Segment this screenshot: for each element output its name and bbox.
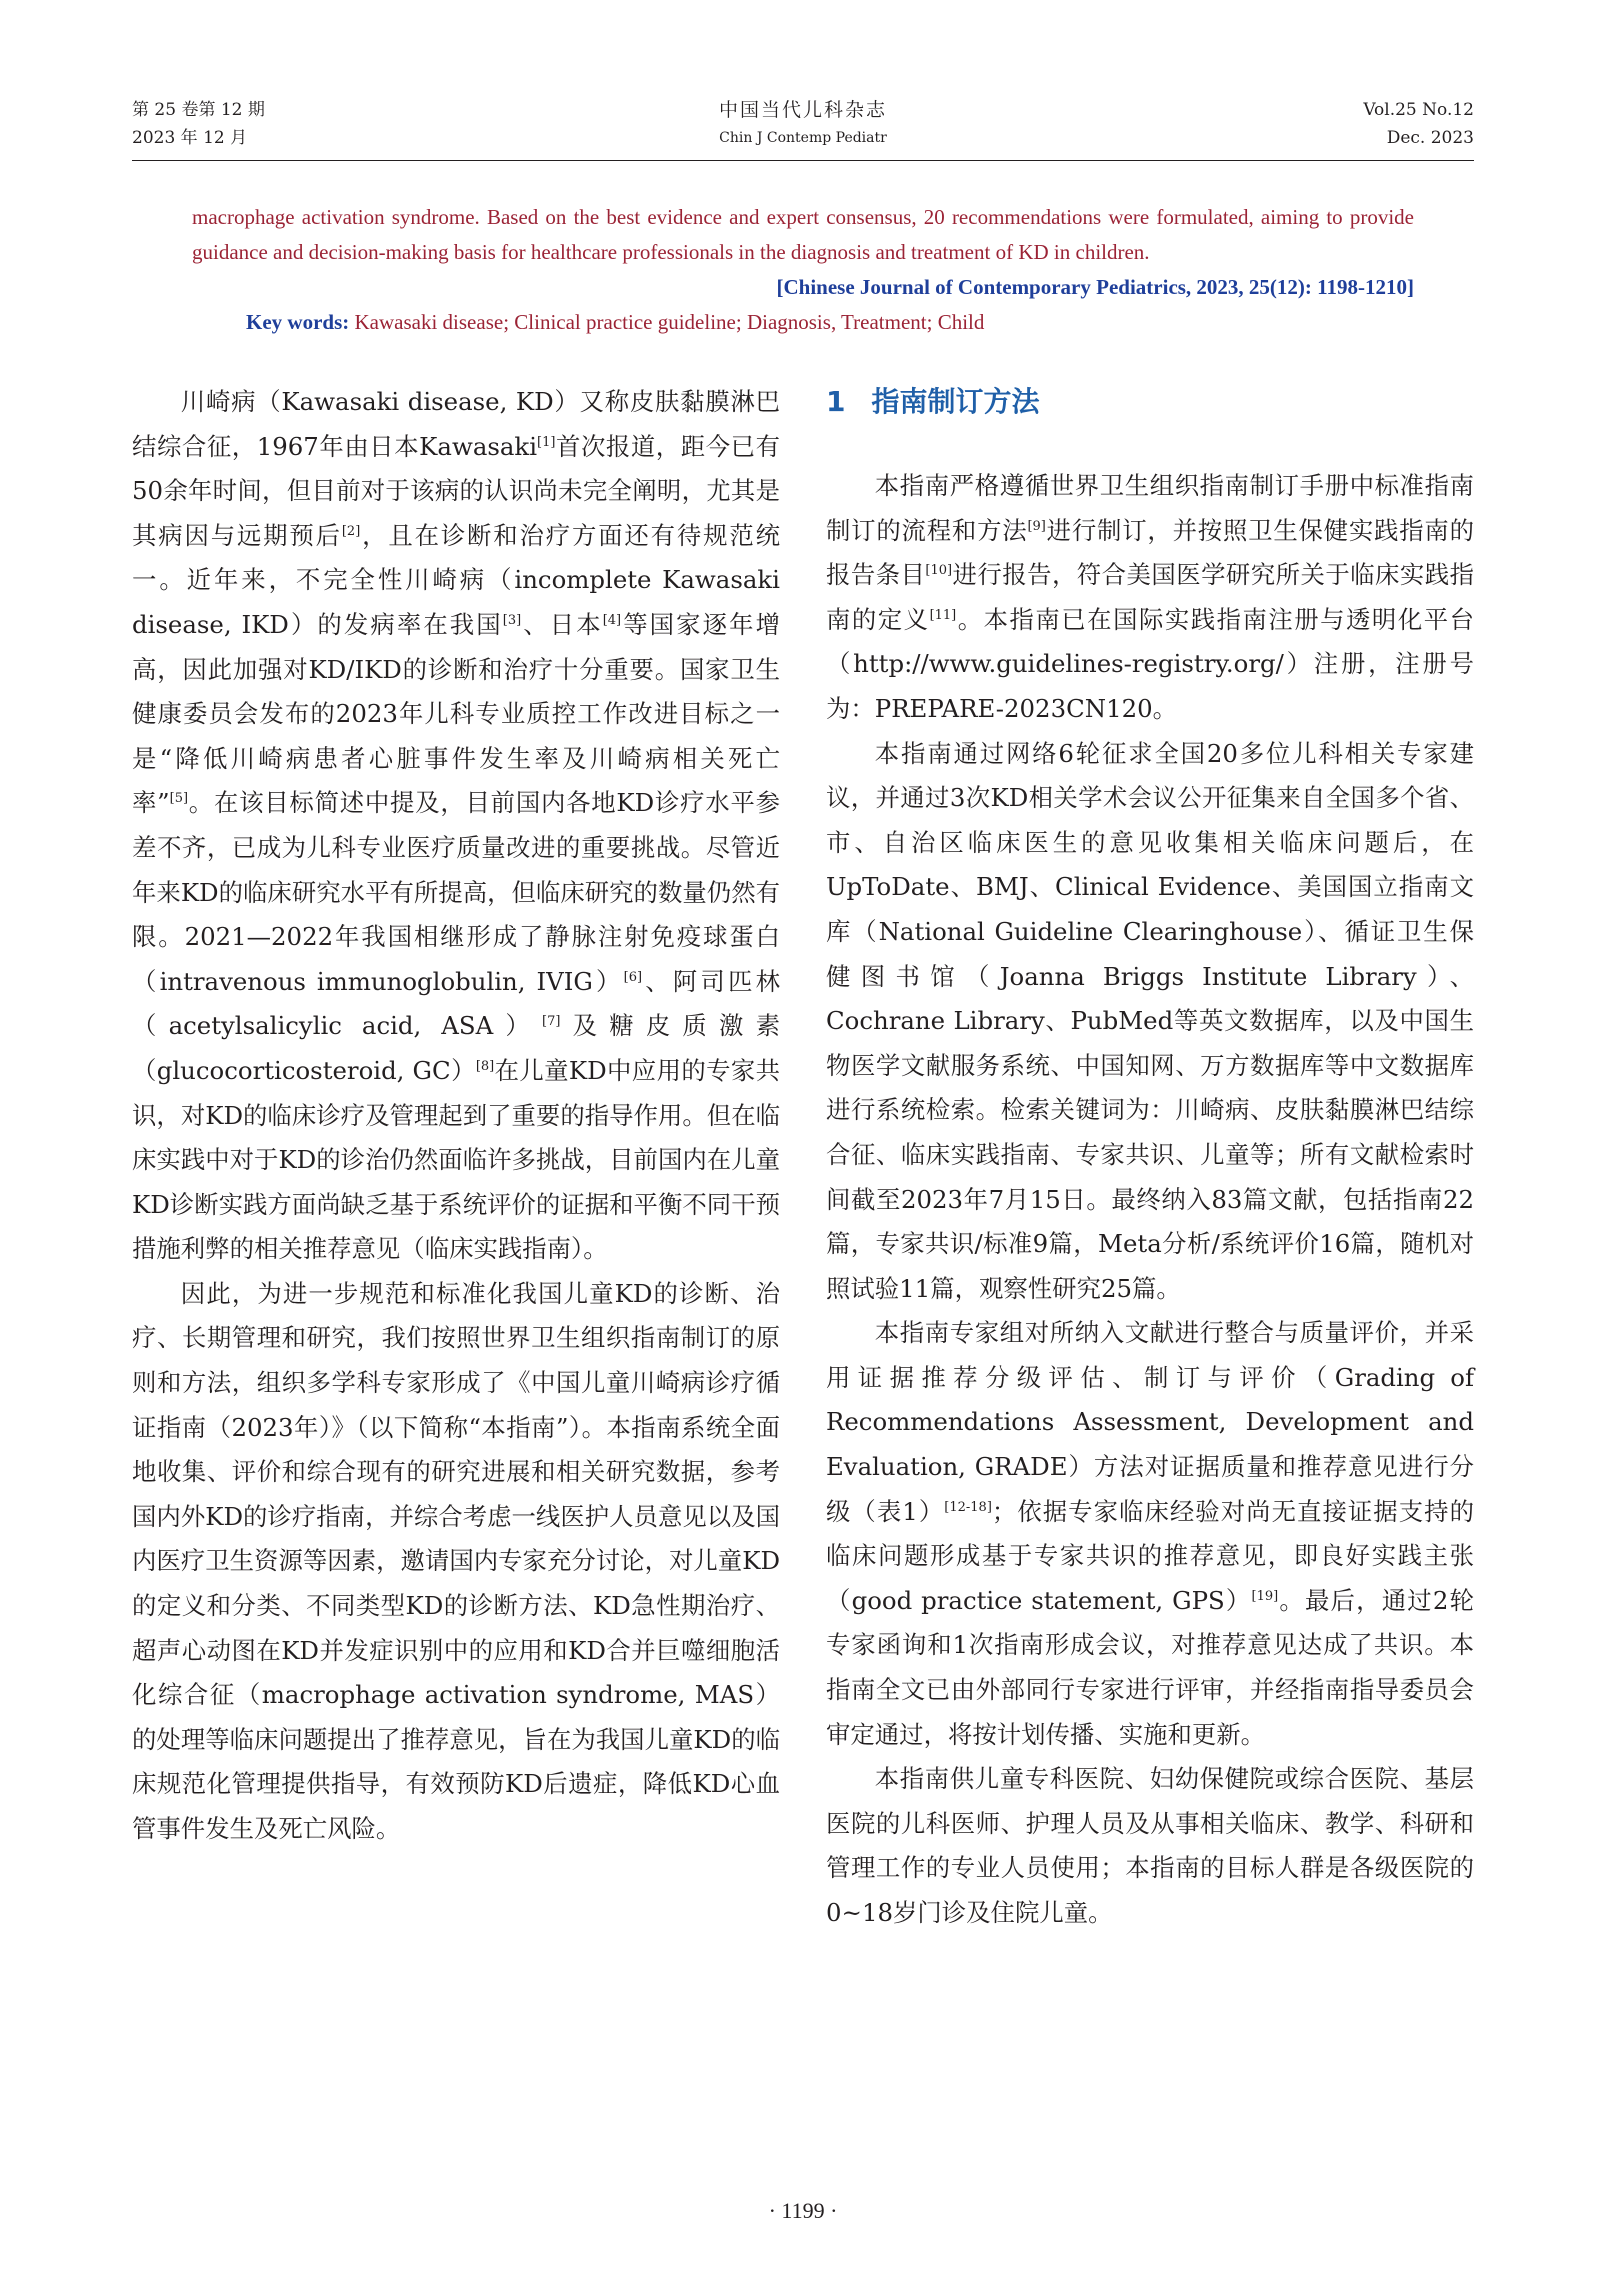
text-run: 进行报告，符合美国医学研究所关于临床实践指南的定义 [826, 560, 1474, 634]
text-run: 。最后，通过2轮专家函询和1次指南形成会议，对推荐意见达成了共识。本指南全文已由外部同行专家进行评审，并经指南指导委员会审定通过，将按计划传播、实施和更新。 [826, 1585, 1474, 1749]
citation-ref: [8] [475, 1058, 495, 1074]
date-cn: 2023 年 12 月 [132, 128, 248, 148]
text-run: 。在该目标简述中提及，目前国内各地KD诊疗水平参差不齐，已成为儿科专业医疗质量改进的重要挑战。尽管近年来KD的临床研究水平有所提高，但临床研究的数量仍然有限。2021—2022年我国相继形成了静脉注射免疫球蛋白（intravenous immunoglobulin, IVIG） [132, 788, 780, 996]
citation-ref: [6] [623, 969, 643, 985]
citation-ref: [10] [925, 563, 953, 579]
keywords-line [246, 305, 1414, 340]
intro-paragraph-2 [132, 1272, 780, 1852]
section-heading [826, 380, 1474, 424]
methods-paragraph-4 [826, 1757, 1474, 1935]
volume-issue-en: Vol.25 No.12 [1363, 100, 1474, 120]
text-run: 因此，为进一步规范和标准化我国儿童KD的诊断、治疗、长期管理和研究，我们按照世界卫生组织指南制订的原则和方法，组织多学科专家形成了《中国儿童川崎病诊疗循证指南（2023年）》（以下简称“本指南”）。本指南系统全面地收集、评价和综合现有的研究进展和相关研究数据，参考国内外KD的诊疗指南，并综合考虑一线医护人员意见以及国内医疗卫生资源等因素，邀请国内专家充分讨论，对儿童KD的定义和分类、不同类型KD的诊断方法、KD急性期治疗、超声心动图在KD并发症识别中的应用和KD合并巨噬细胞活化综合征（macrophage activation syndrome, MAS）的处理等临床问题提出了推荐意见，旨在为我国儿童KD的临床规范化管理提供指导，有效预防KD后遗症，降低KD心血管事件发生及死亡风险。 [132, 1278, 780, 1843]
running-header-right [1363, 96, 1474, 152]
citation-ref: [7] [542, 1014, 561, 1030]
text-run: ，且在诊断和治疗方面还有待规范统一。近年来，不完全性川崎病（incomplete Kawasaki disease, IKD）的发病率在我国 [132, 520, 780, 639]
text-run: 等国家逐年增高，因此加强对KD/IKD的诊断和治疗十分重要。国家卫生健康委员会发布的2023年儿科专业质控工作改进目标之一是“降低川崎病患者心脏事件发生率及川崎病相关死亡率” [132, 609, 780, 818]
citation-ref: [9] [1027, 518, 1046, 534]
methods-paragraph-1 [826, 464, 1474, 732]
text-run: 、阿司匹林（acetylsalicylic acid, ASA） [132, 966, 780, 1041]
right-column [826, 380, 1474, 1936]
citation-ref: [11] [929, 607, 957, 623]
citation-ref: [2] [341, 523, 361, 539]
abstract-text: macrophage activation syndrome. Based on the best evidence and expert consensus, 20 recommendations were formulated, aiming to provide guidance and decision-making basis for healthcare professionals in the diagnosis and treatment of KD in children. [192, 205, 1414, 264]
methods-paragraph-3 [826, 1311, 1474, 1757]
journal-title-cn: 中国当代儿科杂志 [718, 99, 887, 121]
section-title: 指南制订方法 [871, 385, 1040, 418]
volume-issue-cn: 第 25 卷第 12 期 [132, 100, 265, 120]
text-run: 首次报道，距今已有50余年时间，但目前对于该病的认识尚未完全阐明，尤其是其病因与远期预后 [132, 431, 780, 550]
text-run: 川崎病（Kawasaki disease, KD）又称皮肤黏膜淋巴结综合征，1967年由日本Kawasaki [132, 387, 780, 461]
text-run: 本指南专家组对所纳入文献进行整合与质量评价，并采用证据推荐分级评估、制订与评价（Grading of Recommendations Assessment, Development and Evaluation, GRADE）方法对证据质量和推荐意见进行分级（表1） [826, 1318, 1474, 1526]
methods-paragraph-2 [826, 732, 1474, 1312]
citation-ref: [3] [502, 612, 522, 628]
abstract-tail [192, 200, 1414, 305]
keywords-text: Kawasaki disease; Clinical practice guideline; Diagnosis, Treatment; Child [354, 310, 985, 334]
date-en: Dec. 2023 [1386, 128, 1474, 148]
journal-title-en: Chin J Contemp Pediatr [719, 130, 887, 146]
citation-ref: [19] [1251, 1588, 1279, 1604]
text-run: 本指南供儿童专科医院、妇幼保健院或综合医院、基层医院的儿科医师、护理人员及从事相关临床、教学、科研和管理工作的专业人员使用；本指南的目标人群是各级医院的0~18岁门诊及住院儿童。 [826, 1764, 1474, 1927]
section-number: 1 [826, 385, 846, 418]
text-run: 在儿童KD中应用的专家共识，对KD的临床诊疗及管理起到了重要的指导作用。但在临床实践中对于KD的诊治仍然面临许多挑战，目前国内在儿童KD诊断实践方面尚缺乏基于系统评价的证据和平衡不同干预措施利弊的相关推荐意见（临床实践指南）。 [132, 1055, 780, 1264]
text-run: 及糖皮质激素（glucocorticosteroid, GC） [132, 1011, 780, 1085]
text-run: 。本指南已在国际实践指南注册与透明化平台（http://www.guidelines-registry.org/）注册，注册号为：PREPARE-2023CN120。 [826, 604, 1474, 723]
citation: [Chinese Journal of Contemporary Pediatrics, 2023, 25(12): 1198-1210] [776, 275, 1414, 299]
text-run: 、日本 [521, 609, 603, 639]
keywords-label: Key words: [246, 310, 350, 334]
page-number: · 1199 · [768, 2198, 838, 2223]
citation-ref: [4] [602, 612, 622, 628]
text-run: 本指南严格遵循世界卫生组织指南制订手册中标准指南制订的流程和方法 [826, 471, 1474, 545]
header-divider [132, 160, 1474, 161]
text-run: ；依据专家临床经验对尚无直接证据支持的临床问题形成基于专家共识的推荐意见，即良好实践主张（good practice statement, GPS） [826, 1496, 1474, 1615]
text-run: 进行制订，并按照卫生保健实践指南的报告条目 [826, 515, 1474, 590]
citation-ref: [5] [169, 791, 189, 807]
left-column [132, 380, 780, 1852]
intro-paragraph-1 [132, 380, 780, 1272]
text-run: 本指南通过网络6轮征求全国20多位儿科相关专家建议，并通过3次KD相关学术会议公开征集来自全国多个省、市、自治区临床医生的意见收集相关临床问题后，在UpToDate、BMJ、Clinical Evidence、美国国立指南文库（National Guideline Clearinghouse）、循证卫生保健图书馆（Joanna Briggs Institute Library）、Cochrane Library、PubMed等英文数据库，以及中国生物医学文献服务系统、中国知网、万方数据库等中文数据库进行系统检索。检索关键词为：川崎病、皮肤黏膜淋巴结综合征、临床实践指南、专家共识、儿童等；所有文献检索时间截至2023年7月15日。最终纳入83篇文献，包括指南22篇，专家共识/标准9篇，Meta分析/系统评价16篇，随机对照试验11篇，观察性研究25篇。 [826, 738, 1474, 1303]
citation-ref: [1] [537, 434, 556, 450]
citation-ref: [12-18] [944, 1499, 992, 1515]
